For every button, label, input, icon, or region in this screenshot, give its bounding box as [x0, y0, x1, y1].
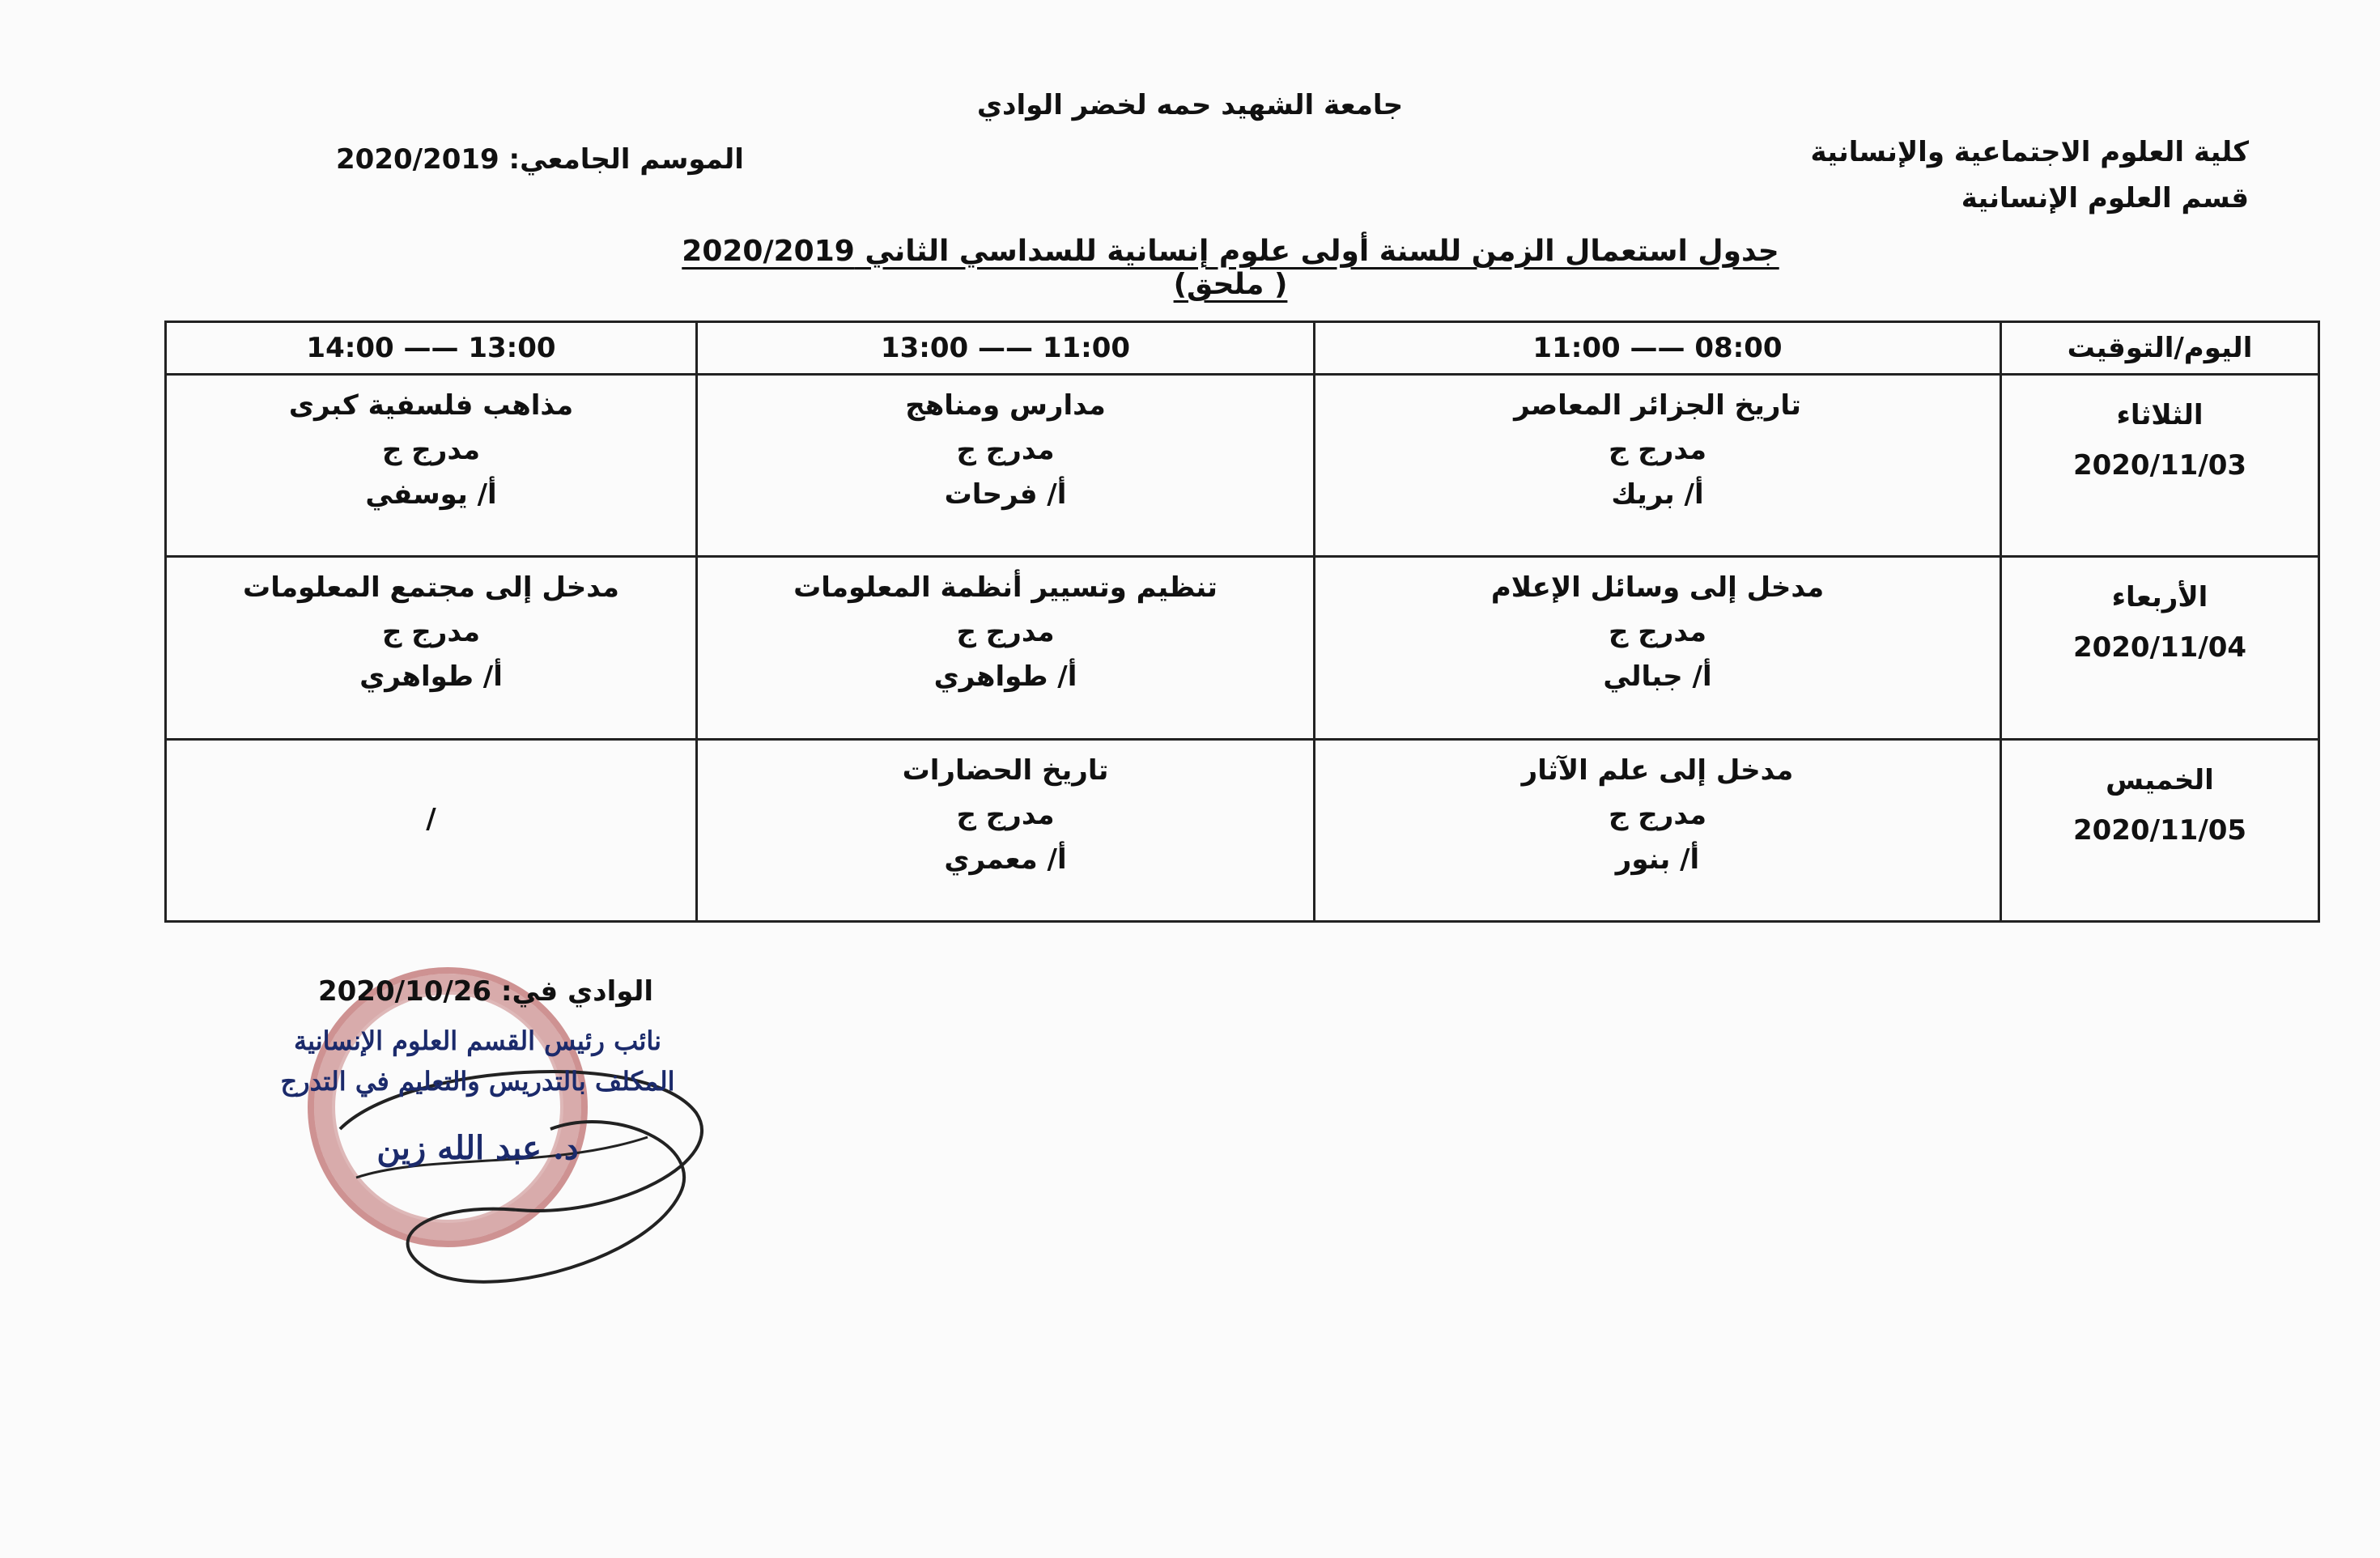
day-cell [2001, 557, 2319, 739]
course-name: مدخل إلى مجتمع المعلومات [243, 571, 619, 605]
place-date: الوادي في: 2020/10/26 [317, 975, 654, 1008]
room-name: مدرج ج [956, 616, 1055, 649]
day-name: الأربعاء [2111, 581, 2208, 614]
column-header-slot-1: 08:00 —— 11:00 [1315, 322, 2001, 375]
room-name: مدرج ج [1608, 434, 1707, 466]
day-name: الخميس [2106, 763, 2214, 796]
room-name: مدرج ج [956, 798, 1055, 831]
session-cell [1315, 375, 2001, 557]
session-cell [166, 557, 697, 739]
university-name: جامعة الشهيد حمه لخضر الوادي [976, 89, 1404, 121]
signature-block [235, 967, 801, 1291]
course-name: تنظيم وتسيير أنظمة المعلومات [793, 571, 1218, 605]
teacher-name: أ/ طواهري [933, 660, 1077, 694]
schedule-title: جدول استعمال الزمن للسنة أولى علوم إنسانية للسداسي الثاني 2020/2019 ( ملحق) [682, 235, 1779, 301]
day-name: الثلاثاء [2116, 399, 2204, 431]
signatory-title-line-1: نائب رئيس القسم العلوم الإنسانية [293, 1025, 662, 1056]
session-cell [697, 375, 1315, 557]
room-name: مدرج ج [1608, 798, 1707, 831]
department-name: قسم العلوم الإنسانية [1961, 182, 2249, 214]
signatory-name: د. عبد الله زين [376, 1129, 579, 1167]
table-row [166, 739, 2319, 921]
course-name: تاريخ الجزائر المعاصر [1514, 389, 1801, 422]
course-name: مدخل إلى وسائل الإعلام [1490, 571, 1825, 605]
session-cell [166, 375, 697, 557]
room-name: مدرج ج [381, 434, 481, 466]
table-row [166, 375, 2319, 557]
timetable-header-row [166, 322, 2319, 375]
timetable [164, 321, 2320, 923]
empty-slot-mark: / [426, 802, 436, 835]
faculty-name: كلية العلوم الاجتماعية والإنسانية [1810, 136, 2249, 168]
signatory-title-line-2: المكلف بالتدريس والتعليم في التدرج [280, 1066, 675, 1097]
table-row [166, 557, 2319, 739]
academic-season: الموسم الجامعي: 2020/2019 [336, 143, 744, 176]
session-cell [697, 557, 1315, 739]
teacher-name: أ/ فرحات [944, 478, 1067, 511]
session-cell-empty [166, 739, 697, 921]
session-cell [1315, 739, 2001, 921]
course-name: مدارس ومناهج [905, 389, 1106, 422]
teacher-name: أ/ يوسفي [365, 478, 497, 511]
day-date: 2020/11/03 [2072, 449, 2247, 482]
course-name: تاريخ الحضارات [902, 754, 1109, 787]
session-cell [1315, 557, 2001, 739]
day-date: 2020/11/04 [2072, 631, 2247, 664]
column-header-day-time: اليوم/التوقيت [2001, 322, 2319, 375]
column-header-slot-3: 13:00 —— 14:00 [166, 322, 697, 375]
course-name: مذاهب فلسفية كبرى [288, 389, 574, 422]
teacher-name: أ/ بنور [1615, 843, 1700, 876]
room-name: مدرج ج [381, 616, 481, 649]
column-header-slot-2: 11:00 —— 13:00 [697, 322, 1315, 375]
day-cell [2001, 375, 2319, 557]
session-cell [697, 739, 1315, 921]
room-name: مدرج ج [956, 434, 1055, 466]
teacher-name: أ/ بريك [1611, 478, 1704, 511]
day-cell [2001, 739, 2319, 921]
room-name: مدرج ج [1608, 616, 1707, 649]
day-date: 2020/11/05 [2072, 813, 2247, 847]
teacher-name: أ/ طواهري [359, 660, 503, 694]
course-name: مدخل إلى علم الآثار [1521, 754, 1794, 787]
teacher-name: أ/ معمري [944, 843, 1067, 876]
teacher-name: أ/ جبالي [1603, 660, 1712, 694]
